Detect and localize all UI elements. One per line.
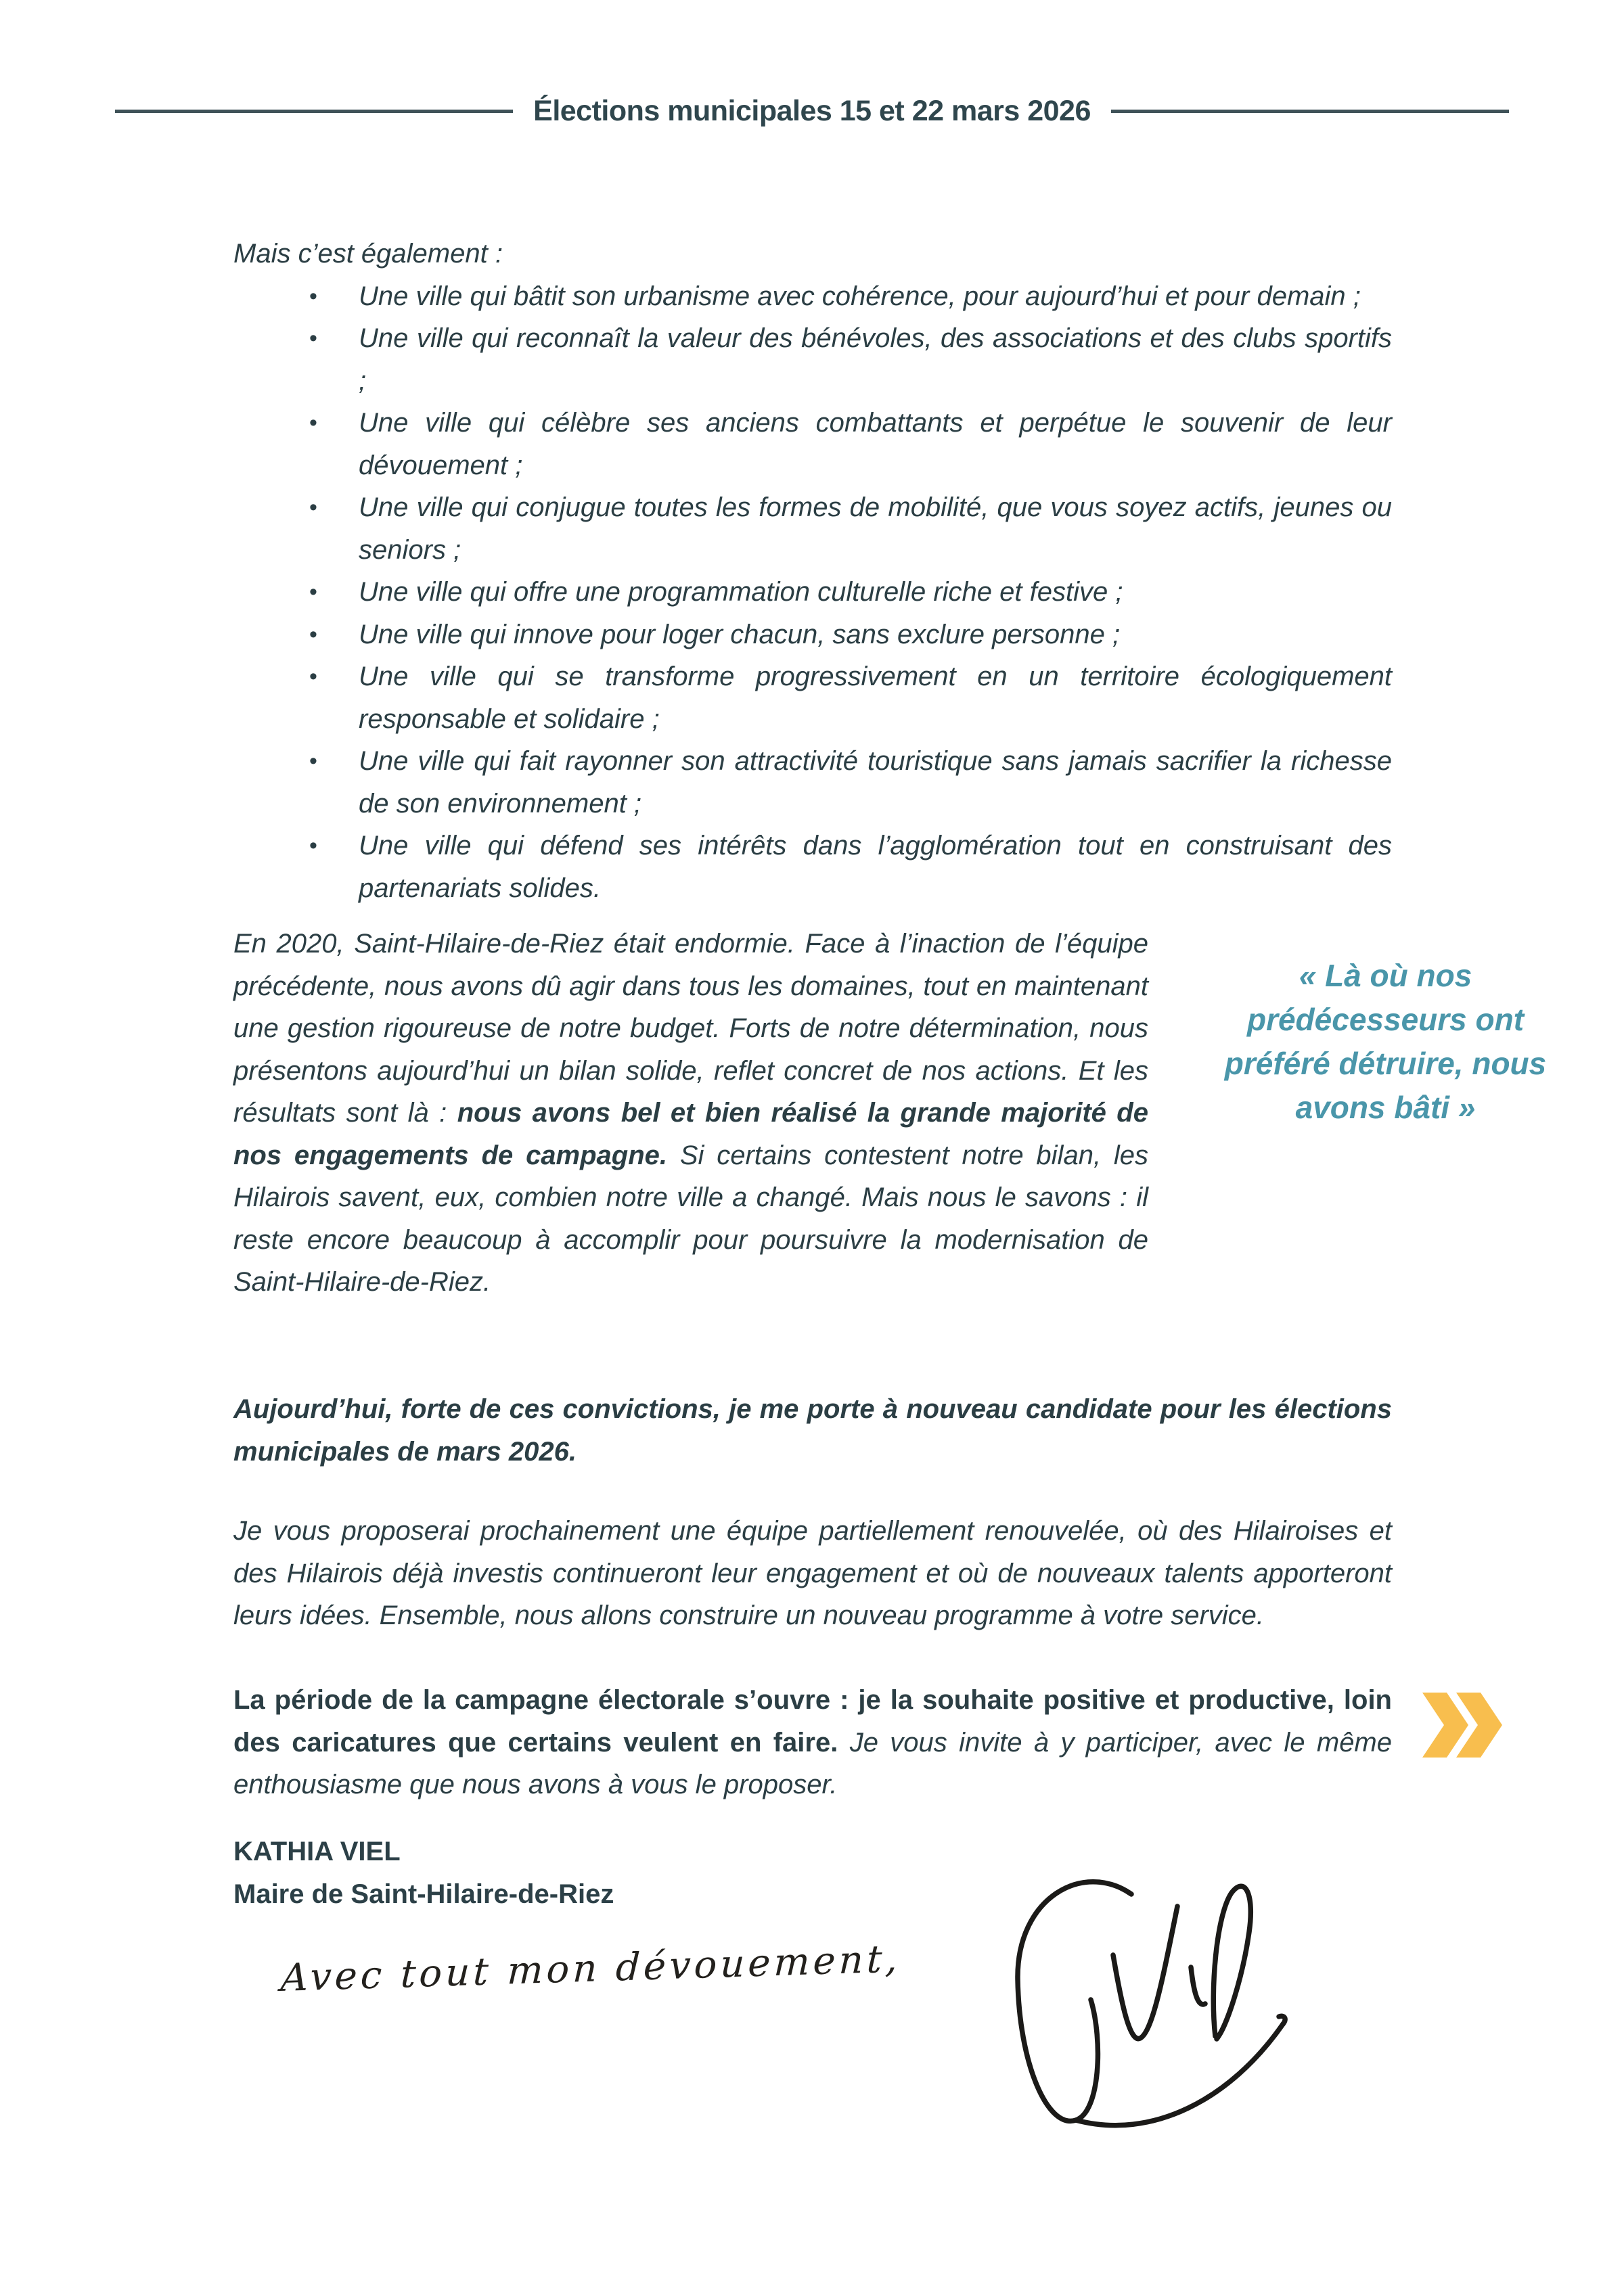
- signature-image: [974, 1866, 1299, 2149]
- page-title: Élections municipales 15 et 22 mars 2026: [533, 94, 1091, 127]
- signer-role: Maire de Saint-Hilaire-de-Riez: [233, 1879, 614, 1909]
- intro-line: Mais c’est également :: [233, 239, 503, 269]
- paragraph-text: Si certains contestent notre bilan, les Hilairois savent, eux, combien notre ville a changé. Mais nous le savons : il reste encore beaucoup à accomplir pour poursuivre la modernisation de Saint-Hilaire-de-Riez.: [233, 1140, 1148, 1297]
- header-divider-left: [115, 110, 513, 113]
- signer-name: KATHIA VIEL: [233, 1837, 401, 1866]
- paragraph-bold-text: nous avons bel et bien réalisé la grande majorité de nos engagements de campagne.: [233, 1098, 1148, 1170]
- paragraph-campaign: [233, 1679, 1392, 1806]
- paragraph-team: Je vous proposerai prochainement une équipe partiellement renouvelée, où des Hilairoises et des Hilairois déjà investis continueront leur engagement et où de nouveaux talents apporteront leurs idées. Ensemble, nous allons construire un nouveau programme à votre service.: [233, 1516, 1392, 1630]
- list-item: • Une ville qui offre une programmation culturelle riche et festive ;: [233, 571, 1392, 614]
- list-item: • Une ville qui fait rayonner son attractivité touristique sans jamais sacrifier la richesse de son environnement ;: [233, 740, 1392, 825]
- pull-quote: « Là où nos prédécesseurs ont préféré détruire, nous avons bâti »: [1224, 958, 1547, 1125]
- handwritten-note: Avec tout mon dévouement,: [279, 1937, 902, 2001]
- paragraph-text: Je vous invite à y participer, avec le même enthousiasme que nous avons à vous le proposer.: [233, 1727, 1393, 1799]
- bilan-section: [233, 923, 1553, 1304]
- list-item: • Une ville qui conjugue toutes les formes de mobilité, que vous soyez actifs, jeunes ou seniors ;: [233, 486, 1392, 571]
- list-item: • Une ville qui bâtit son urbanisme avec cohérence, pour aujourd’hui et pour demain ;: [233, 275, 1392, 318]
- header-divider-right: [1111, 110, 1509, 113]
- paragraph-bilan: [233, 923, 1148, 1304]
- paragraph-bold-text: La période de la campagne électorale s’ouvre : je la souhaite positive et productive, loin des caricatures que certains veulent en faire.: [233, 1685, 1392, 1758]
- page-header: [115, 87, 1509, 135]
- list-item: • Une ville qui innove pour loger chacun, sans exclure personne ;: [233, 614, 1392, 656]
- list-item: • Une ville qui se transforme progressivement en un territoire écologiquement responsable et solidaire ;: [233, 656, 1392, 740]
- paragraph-text: En 2020, Saint-Hilaire-de-Riez était endormie. Face à l’inaction de l’équipe précédente, nous avons dû agir dans tous les domaines, tout en maintenant une gestion rigoureuse de notre budget. Forts de notre détermination, nous présentons aujourd’hui un bilan solide, reflet concret de nos actions. Et les résultats sont là :: [233, 929, 1148, 1128]
- intro-section: [233, 233, 1392, 909]
- signature-block: [233, 1831, 614, 1915]
- paragraph-candidacy: Aujourd’hui, forte de ces convictions, je me porte à nouveau candidate pour les élections municipales de mars 2026.: [233, 1394, 1392, 1467]
- list-item: • Une ville qui défend ses intérêts dans l’agglomération tout en construisant des partenariats solides.: [233, 825, 1392, 909]
- bullet-list: [233, 275, 1392, 910]
- double-chevron-right-icon: [1422, 1693, 1502, 1758]
- list-item: • Une ville qui célèbre ses anciens combattants et perpétue le souvenir de leur dévouement ;: [233, 402, 1392, 486]
- list-item: • Une ville qui reconnaît la valeur des bénévoles, des associations et des clubs sportifs ;: [233, 317, 1392, 402]
